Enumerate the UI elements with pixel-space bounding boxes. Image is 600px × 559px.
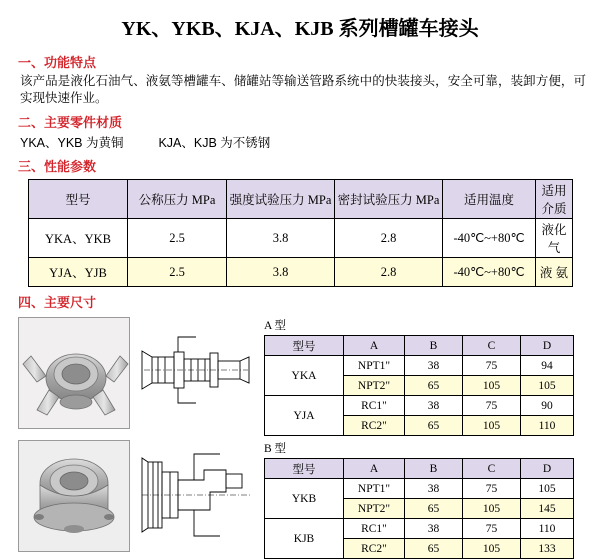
dimA-col-0: 型号	[265, 336, 344, 356]
dimB-r3-c4: 133	[521, 539, 574, 559]
dimA-r2-c1: RC1"	[344, 396, 405, 416]
table-header-row	[265, 336, 574, 356]
material-line	[20, 133, 600, 151]
perf-r1-c4: -40℃~+80℃	[443, 258, 536, 287]
dimA-r1-c2: 65	[405, 376, 463, 396]
dimA-r3-c1: RC2"	[344, 416, 405, 436]
dimA-r3-c2: 65	[405, 416, 463, 436]
dimA-r2-c3: 75	[463, 396, 521, 416]
dimB-r3-c2: 65	[405, 539, 463, 559]
dimension-table-a-block	[264, 317, 574, 436]
performance-table	[28, 179, 573, 287]
coupling-photo-b	[18, 440, 130, 552]
dimension-row-a	[18, 317, 600, 436]
dimB-r2-c2: 38	[405, 519, 463, 539]
dimB-r2-c1: RC1"	[344, 519, 405, 539]
dimA-col-2: B	[405, 336, 463, 356]
material-left: YKA、YKB 为黄铜	[20, 136, 124, 150]
dimB-r0-model: YKB	[265, 479, 344, 519]
dimA-r3-c4: 110	[521, 416, 574, 436]
section-heading-features: 一、功能特点	[18, 55, 97, 70]
dimension-table-b-label: B 型	[264, 443, 287, 455]
table-row	[29, 219, 573, 258]
dimA-r0-c2: 38	[405, 356, 463, 376]
perf-col-4: 适用温度	[443, 180, 536, 219]
perf-col-3: 密封试验压力 MPa	[335, 180, 443, 219]
table-row	[265, 519, 574, 539]
features-body: 该产品是液化石油气、液氨等槽罐车、储罐站等输送管路系统中的快装接头，安全可靠，装卸方便，可实现快速作业。	[20, 74, 586, 105]
dimension-row-b	[18, 440, 600, 559]
perf-r0-c1: 2.5	[128, 219, 227, 258]
dimB-col-1: A	[344, 459, 405, 479]
dimB-r0-c1: NPT1"	[344, 479, 405, 499]
material-right: KJA、KJB 为不锈钢	[158, 136, 271, 150]
perf-r0-c0: YKA、YKB	[29, 219, 128, 258]
section-heading-dimensions: 四、主要尺寸	[18, 295, 97, 310]
dimension-table-b	[264, 458, 574, 559]
dimA-col-3: C	[463, 336, 521, 356]
dimB-col-2: B	[405, 459, 463, 479]
dimA-r1-c3: 105	[463, 376, 521, 396]
dimA-r1-c4: 105	[521, 376, 574, 396]
perf-col-0: 型号	[29, 180, 128, 219]
perf-r0-c4: -40℃~+80℃	[443, 219, 536, 258]
dimB-r1-c1: NPT2"	[344, 499, 405, 519]
table-row	[265, 396, 574, 416]
dimension-table-a-label: A 型	[264, 320, 287, 332]
perf-r1-c0: YJA、YJB	[29, 258, 128, 287]
dimA-r2-c4: 90	[521, 396, 574, 416]
section-heading-material: 二、主要零件材质	[18, 115, 123, 130]
table-row	[265, 479, 574, 499]
dimA-r3-c3: 105	[463, 416, 521, 436]
dimA-r1-c1: NPT2"	[344, 376, 405, 396]
dimB-col-0: 型号	[265, 459, 344, 479]
coupling-photo-a	[18, 317, 130, 429]
dimB-r3-c3: 105	[463, 539, 521, 559]
perf-r0-c3: 2.8	[335, 219, 443, 258]
dimA-r2-c2: 38	[405, 396, 463, 416]
dimA-r0-c1: NPT1"	[344, 356, 405, 376]
dimensions-section	[0, 317, 600, 559]
perf-r1-c3: 2.8	[335, 258, 443, 287]
coupling-drawing-a	[134, 317, 254, 427]
dimA-r0-c3: 75	[463, 356, 521, 376]
dimB-col-3: C	[463, 459, 521, 479]
dimB-r0-c3: 75	[463, 479, 521, 499]
perf-col-2: 强度试验压力 MPa	[227, 180, 335, 219]
perf-r1-c1: 2.5	[128, 258, 227, 287]
dimB-r2-model: KJB	[265, 519, 344, 559]
table-row	[29, 258, 573, 287]
dimension-table-a	[264, 335, 574, 436]
perf-r0-c5: 液化气	[536, 219, 573, 258]
perf-col-1: 公称压力 MPa	[128, 180, 227, 219]
dimA-r2-model: YJA	[265, 396, 344, 436]
section-heading-performance: 三、性能参数	[18, 159, 97, 174]
dimB-r3-c1: RC2"	[344, 539, 405, 559]
dimB-r0-c2: 38	[405, 479, 463, 499]
perf-col-5: 适用介质	[536, 180, 573, 219]
dimA-r0-model: YKA	[265, 356, 344, 396]
dimA-r0-c4: 94	[521, 356, 574, 376]
table-header-row	[29, 180, 573, 219]
dimA-col-1: A	[344, 336, 405, 356]
table-row	[265, 356, 574, 376]
dimB-col-4: D	[521, 459, 574, 479]
perf-r1-c2: 3.8	[227, 258, 335, 287]
dimension-table-b-block	[264, 440, 574, 559]
dimB-r0-c4: 105	[521, 479, 574, 499]
dimA-col-4: D	[521, 336, 574, 356]
dimB-r2-c4: 110	[521, 519, 574, 539]
dimB-r1-c4: 145	[521, 499, 574, 519]
coupling-drawing-b	[134, 440, 254, 550]
dimB-r1-c2: 65	[405, 499, 463, 519]
dimB-r1-c3: 105	[463, 499, 521, 519]
perf-r0-c2: 3.8	[227, 219, 335, 258]
perf-r1-c5: 液 氨	[536, 258, 573, 287]
page-title: YK、YKB、KJA、KJB 系列槽罐车接头	[121, 18, 479, 40]
table-header-row	[265, 459, 574, 479]
dimB-r2-c3: 75	[463, 519, 521, 539]
